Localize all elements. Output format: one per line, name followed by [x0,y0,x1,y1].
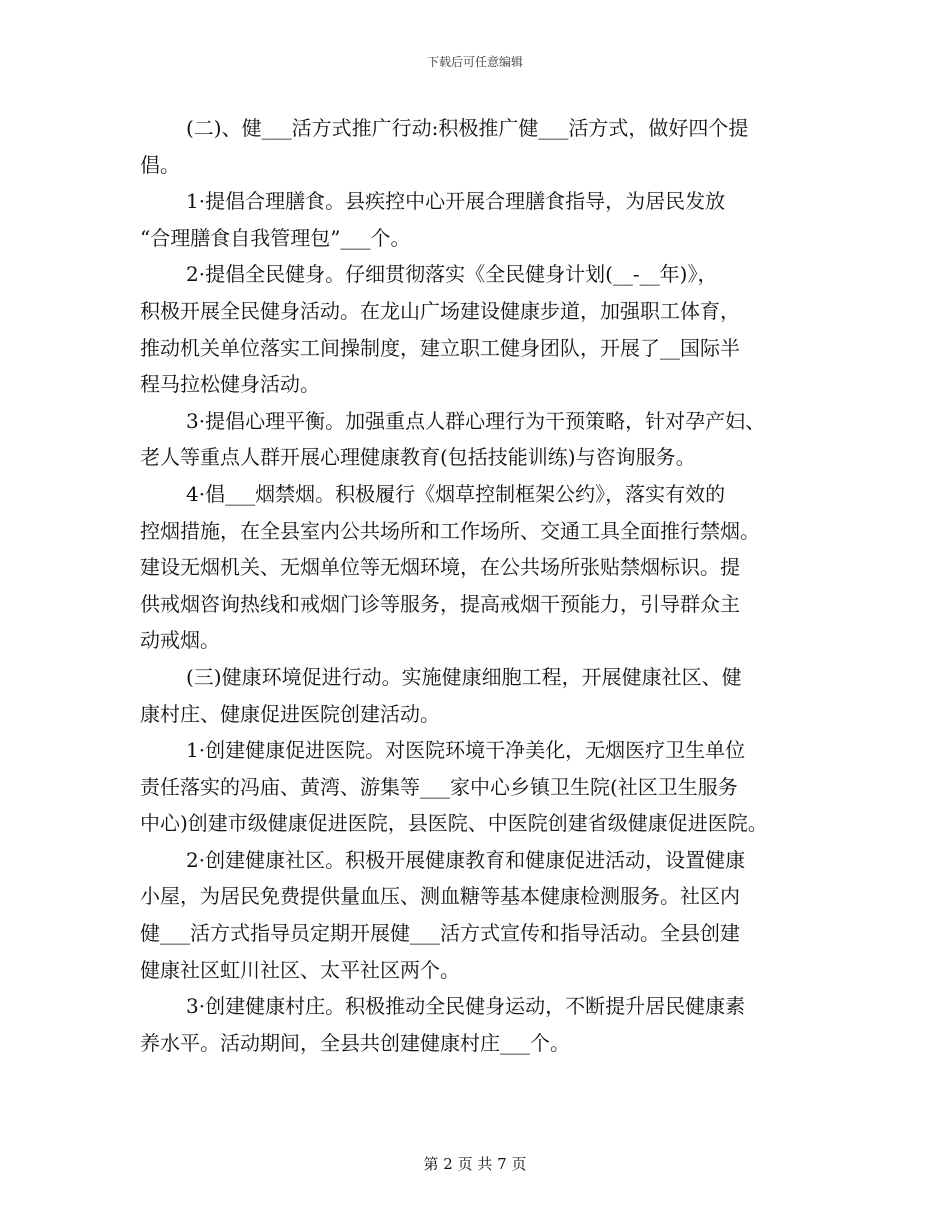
paragraph-line: 3·提倡心理平衡。加强重点人群心理行为干预策略，针对孕产妇、 [186,408,766,433]
page-header: 下载后可任意编辑 [426,55,523,69]
paragraph-line: 控烟措施，在全县室内公共场所和工作场所、交通工具全面推行禁烟。 [140,518,760,543]
page-number: 第 2 页 共 7 页 [423,1155,527,1173]
paragraph-line: 3·创建健康村庄。积极推动全民健身运动，不断提升居民健康素 [186,994,746,1019]
paragraph-line: 中心)创建市级健康促进医院，县医院、中医院创建省级健康促进医院。 [140,811,768,836]
paragraph-line: 程马拉松健身活动。 [140,372,320,397]
paragraph-line: 建设无烟机关、无烟单位等无烟环境，在公共场所张贴禁烟标识。提 [140,555,740,580]
paragraph-line: 老人等重点人群开展心理健康教育(包括技能训练)与咨询服务。 [140,445,696,470]
paragraph-line: 养水平。活动期间，全县共创建健康村庄___个。 [140,1030,570,1055]
paragraph-line: 供戒烟咨询热线和戒烟门诊等服务，提高戒烟干预能力，引导群众主 [140,591,740,616]
paragraph-line: 2·创建健康社区。积极开展健康教育和健康促进活动，设置健康 [186,847,746,872]
paragraph-line: 健康社区虹川社区、太平社区两个。 [140,957,460,982]
paragraph-line: “合理膳食自我管理包”___个。 [140,225,411,250]
paragraph-line: 推动机关单位落实工间操制度，建立职工健身团队，开展了__国际半 [140,335,740,360]
paragraph-line: 健___活方式指导员定期开展健___活方式宣传和指导活动。全县创建 [140,921,740,946]
paragraph-line: 小屋，为居民免费提供量血压、测血糖等基本健康检测服务。社区内 [140,884,740,909]
paragraph-line: (二)、健___活方式推广行动:积极推广健___活方式，做好四个提 [186,116,749,140]
paragraph-line: 康村庄、健康促进医院创建活动。 [140,701,440,726]
paragraph-line: 动戒烟。 [140,628,220,653]
paragraph-line: 责任落实的冯庙、黄湾、游集等___家中心乡镇卫生院(社区卫生服务 [140,774,738,799]
paragraph-line: 积极开展全民健身活动。在龙山广场建设健康步道，加强职工体育， [140,298,740,323]
paragraph-line: 1·创建健康促进医院。对医院环境干净美化，无烟医疗卫生单位 [186,738,746,763]
paragraph-line: 2·提倡全民健身。仔细贯彻落实《全民健身计划(__-__年)》， [186,262,718,287]
paragraph-line: 1·提倡合理膳食。县疾控中心开展合理膳食指导，为居民发放 [186,189,726,214]
paragraph-line: 4·倡___烟禁烟。积极履行《烟草控制框架公约》，落实有效的 [186,481,726,506]
paragraph-line: (三)健康环境促进行动。实施健康细胞工程，开展健康社区、健 [186,664,742,689]
document-body [140,110,820,1061]
paragraph-line: 倡。 [140,152,180,177]
